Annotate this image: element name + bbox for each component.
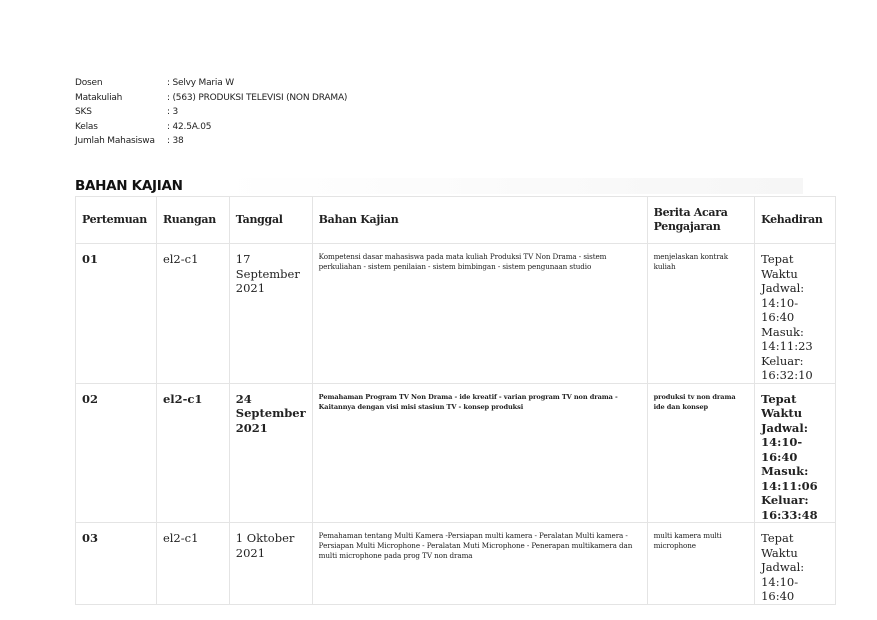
info-value: : 38 (167, 136, 184, 146)
info-label: Matakuliah (75, 92, 123, 103)
cell-tanggal: 1 Oktober 2021 (229, 523, 312, 605)
kehadiran-line: 16:33:48 (761, 507, 818, 522)
cell-berita-acara: multi kamera multi microphone (647, 523, 754, 605)
info-row-kelas (75, 120, 347, 135)
info-value: : 3 (167, 107, 179, 117)
info-row-sks (75, 105, 347, 120)
info-row-matakuliah (75, 91, 347, 106)
info-value: : 42.5A.05 (167, 121, 212, 132)
kehadiran-line: Jadwal: (761, 281, 805, 295)
cell-pertemuan: 01 (76, 244, 157, 384)
kehadiran-line: Jadwal: (761, 560, 805, 574)
kehadiran-line: 14:10-16:40 (761, 295, 799, 324)
cell-tanggal: 24 September 2021 (229, 383, 312, 523)
info-value: : Selvy Maria W (167, 78, 234, 88)
kehadiran-line: 14:10-16:40 (761, 574, 799, 603)
cell-bahan-kajian: Pemahaman Program TV Non Drama - ide kreatif - varian program TV non drama - Kaitannya dengan visi misi stasiun TV - konsep produksi (312, 383, 647, 523)
kehadiran-line: 16:32:10 (761, 368, 813, 382)
info-value: : (563) PRODUKSI TELEVISI (NON DRAMA) (167, 92, 348, 103)
header-bahan-kajian: Bahan Kajian (312, 197, 647, 244)
course-info (75, 76, 347, 149)
cell-kehadiran (755, 244, 836, 384)
cell-berita-acara: produksi tv non drama ide dan konsep (647, 383, 754, 523)
kehadiran-line: 14:10-16:40 (761, 435, 803, 464)
cell-ruangan: el2-c1 (156, 244, 229, 384)
kehadiran-line: Keluar: (761, 493, 809, 507)
kehadiran-line: Masuk: (761, 464, 809, 478)
cell-ruangan: el2-c1 (156, 383, 229, 523)
header-berita-acara: Berita Acara Pengajaran (647, 197, 754, 244)
cell-kehadiran (755, 523, 836, 605)
section-title: BAHAN KAJIAN (75, 178, 803, 194)
table-header-row (76, 197, 836, 244)
info-row-dosen (75, 76, 347, 91)
table-row (76, 523, 836, 605)
cell-bahan-kajian: Pemahaman tentang Multi Kamera -Persiapan multi kamera - Peralatan Multi kamera - Persiapan Multi Microphone - Peralatan Muti Microphone - Penerapan multikamera dan multi microphone pada prog TV non drama (312, 523, 647, 605)
kehadiran-line: Masuk: (761, 324, 804, 339)
kehadiran-line: 14:11:06 (761, 478, 818, 493)
header-ruangan: Ruangan (156, 197, 229, 244)
kehadiran-line: 14:11:23 (761, 339, 813, 353)
cell-bahan-kajian: Kompetensi dasar mahasiswa pada mata kuliah Produksi TV Non Drama - sistem perkuliahan - sistem penilaian - sistem bimbingan - sistem pengunaan studio (312, 244, 647, 384)
cell-kehadiran (755, 383, 836, 523)
info-label: Dosen (75, 78, 103, 88)
kehadiran-line: Keluar: (761, 353, 804, 368)
table-row (76, 383, 836, 523)
cell-berita-acara: menjelaskan kontrak kuliah (647, 244, 754, 384)
kehadiran-line: Jadwal: (761, 420, 808, 435)
kehadiran-status: Tepat Waktu (761, 391, 803, 420)
header-kehadiran: Kehadiran (755, 197, 836, 244)
header-tanggal: Tanggal (229, 197, 312, 244)
kehadiran-status: Tepat Waktu (761, 252, 798, 281)
cell-pertemuan: 02 (76, 383, 157, 523)
info-row-jumlah (75, 134, 347, 149)
info-label: SKS (75, 107, 92, 117)
table-row (76, 244, 836, 384)
header-pertemuan: Pertemuan (76, 197, 157, 244)
cell-ruangan: el2-c1 (156, 523, 229, 605)
bahan-kajian-table (75, 196, 836, 605)
cell-pertemuan: 03 (76, 523, 157, 605)
cell-tanggal: 17 September 2021 (229, 244, 312, 384)
info-label: Jumlah Mahasiswa (75, 136, 155, 146)
info-label: Kelas (75, 121, 98, 132)
kehadiran-status: Tepat Waktu (761, 531, 798, 560)
